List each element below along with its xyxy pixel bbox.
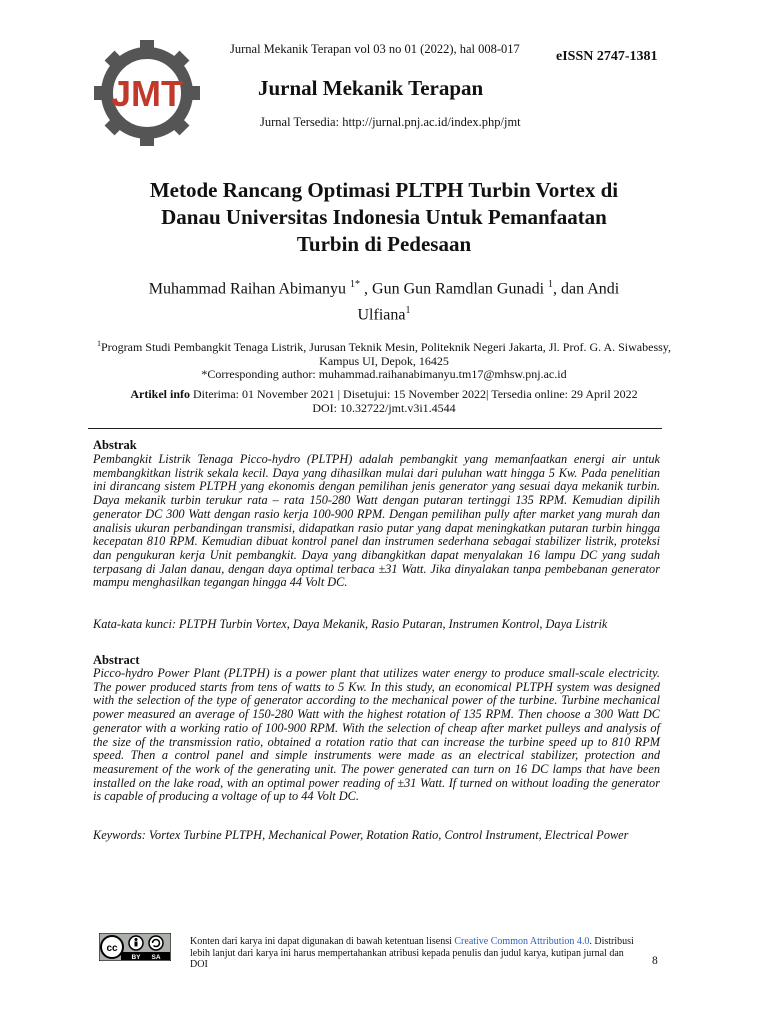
corresponding-author: *Corresponding author: muhammad.raihanabimanyu.tm17@mhsw.pnj.ac.id	[201, 367, 567, 381]
article-info-label: Artikel info	[130, 387, 190, 401]
affiliation	[90, 337, 678, 382]
license-link[interactable]: Creative Common Attribution 4.0	[454, 936, 590, 947]
journal-citation-line: Jurnal Mekanik Terapan vol 03 no 01 (2022), hal 008-017	[230, 42, 520, 56]
author-name: , dan Andi	[553, 280, 620, 298]
logo-text: JMT	[111, 73, 183, 114]
affiliation-line: Program Studi Pembangkit Tenaga Listrik, Jurusan Teknik Mesin, Politeknik Negeri Jakarta, Jl. Prof. G. A. Siwabessy,	[100, 340, 672, 354]
cc-sa-label: SA	[151, 954, 161, 961]
journal-name: Jurnal Mekanik Terapan	[258, 76, 484, 100]
journal-url: Jurnal Tersedia: http://jurnal.pnj.ac.id/index.php/jmt	[260, 115, 521, 129]
attribution-icon	[129, 936, 143, 950]
article-info-dates: Diterima: 01 November 2021 | Disetujui: 15 November 2022| Tersedia online: 29 April 2022	[190, 387, 638, 401]
divider	[88, 428, 662, 429]
license-text: . Distribusi lebih lanjut dari karya ini harus mempertahankan atribusi kepada penulis dan judul karya, kutipan jurnal dan DOI	[190, 936, 634, 971]
affiliation-line: Kampus UI, Depok, 16425	[319, 353, 449, 368]
author-name: Ulfiana	[357, 306, 406, 324]
affiliation-superscript: 1	[96, 339, 101, 348]
share-alike-icon	[149, 936, 163, 950]
title-line: Turbin di Pedesaan	[296, 232, 472, 256]
abstrak-heading: Abstrak	[93, 438, 137, 452]
abstract-body: Picco-hydro Power Plant (PLTPH) is a power plant that utilizes water energy to produce small-scale electricity. The power produced starts from tens of watts to 5 Kw. In this study, an economical PLTPH system was designed with the selection of the type of generator according to the mechanical power of the turbine. Turbine mechanical power measured an average of 150-280 Watt with the highest rotation of 135 RPM. Then choose a 300 Watt DC generator with a working ratio of 100-900 RPM. With the selection of cheap after market pulleys and analysis of the size of the transmission ratio, obtained a rotation ratio that can increase the turbine speed up to 810 RPM speed. Then a control panel and simple instruments were made as an electrical stabilizer, protection and measurement of the work of the generating unit. The power generated can turn on 16 DC lamps that have been installed on the lake road, with an optimal power reading of ±31 Watt. If turned on without loading the generator is capable of producing a voltage of up to 44 Volt DC.	[93, 666, 660, 804]
license-notice	[190, 936, 640, 971]
author-superscript: 1	[405, 305, 411, 317]
eissn-label: eISSN 2747-1381	[556, 49, 658, 64]
author-superscript: 1	[548, 279, 554, 290]
page-number: 8	[652, 955, 658, 967]
author-superscript: 1*	[350, 279, 361, 290]
author-name: , Gun Gun Ramdlan Gunadi	[364, 280, 545, 298]
article-info	[90, 388, 678, 415]
article-doi: DOI: 10.32722/jmt.v3i1.4544	[312, 400, 456, 415]
cc-icon	[101, 936, 123, 958]
author-list	[90, 274, 678, 327]
title-line: Danau Universitas Indonesia Untuk Pemanfaatan	[161, 205, 607, 229]
cc-license-badge	[99, 933, 171, 961]
license-text: Konten dari karya ini dapat digunakan di bawah ketentuan lisensi	[190, 936, 455, 947]
journal-logo	[94, 40, 200, 146]
abstract-heading: Abstract	[93, 653, 140, 667]
keywords: Keywords: Vortex Turbine PLTPH, Mechanical Power, Rotation Ratio, Control Instrument, Electrical Power	[93, 828, 629, 842]
cc-by-label: BY	[131, 954, 141, 961]
title-line: Metode Rancang Optimasi PLTPH Turbin Vortex di	[149, 178, 619, 202]
paper-title	[80, 177, 688, 258]
abstrak-body: Pembangkit Listrik Tenaga Picco-hydro (PLTPH) adalah pembangkit yang memanfaatkan energi air untuk membangkitkan listrik sekala kecil. Daya yang dihasilkan mulai dari puluhan watt hingga 5 Kw. Pada penelitian ini dirancang sistem PLTPH yang ekonomis dengan pemilihan jenis generator yang sesuai daya mekanik turbin. Daya mekanik turbin terukur rata – rata 150-280 Watt dengan putaran tertinggi 135 RPM. Kemudian dipilih generator DC 300 Watt dengan rasio kerja 100-900 RPM. Dengan pemilihan pully after market yang murah dan analisis ukuran perbandingan transmisi, didapatkan rasio putar yang dapat meningkatkan putaran turbin hingga kecepatan 810 RPM. Kemudian dibuat kontrol panel dan instrumen sederhana sebagai stabilizer listrik, proteksi dan pengukuran kerja Unit pembangkit. Daya yang dibangkitkan dapat menyalakan 16 lampu DC yang sudah terpasang di Jalan danau, dengan daya optimal terbaca ±31 Watt. Jika dinyalakan tanpa pembebanan generator mampu menghasilkan tegangan hingga 44 Volt DC.	[93, 452, 660, 590]
svg-text:cc: cc	[106, 943, 118, 954]
author-name: Muhammad Raihan Abimanyu	[148, 280, 347, 298]
kata-kunci: Kata-kata kunci: PLTPH Turbin Vortex, Daya Mekanik, Rasio Putaran, Instrumen Kontrol, Daya Listrik	[93, 617, 608, 631]
